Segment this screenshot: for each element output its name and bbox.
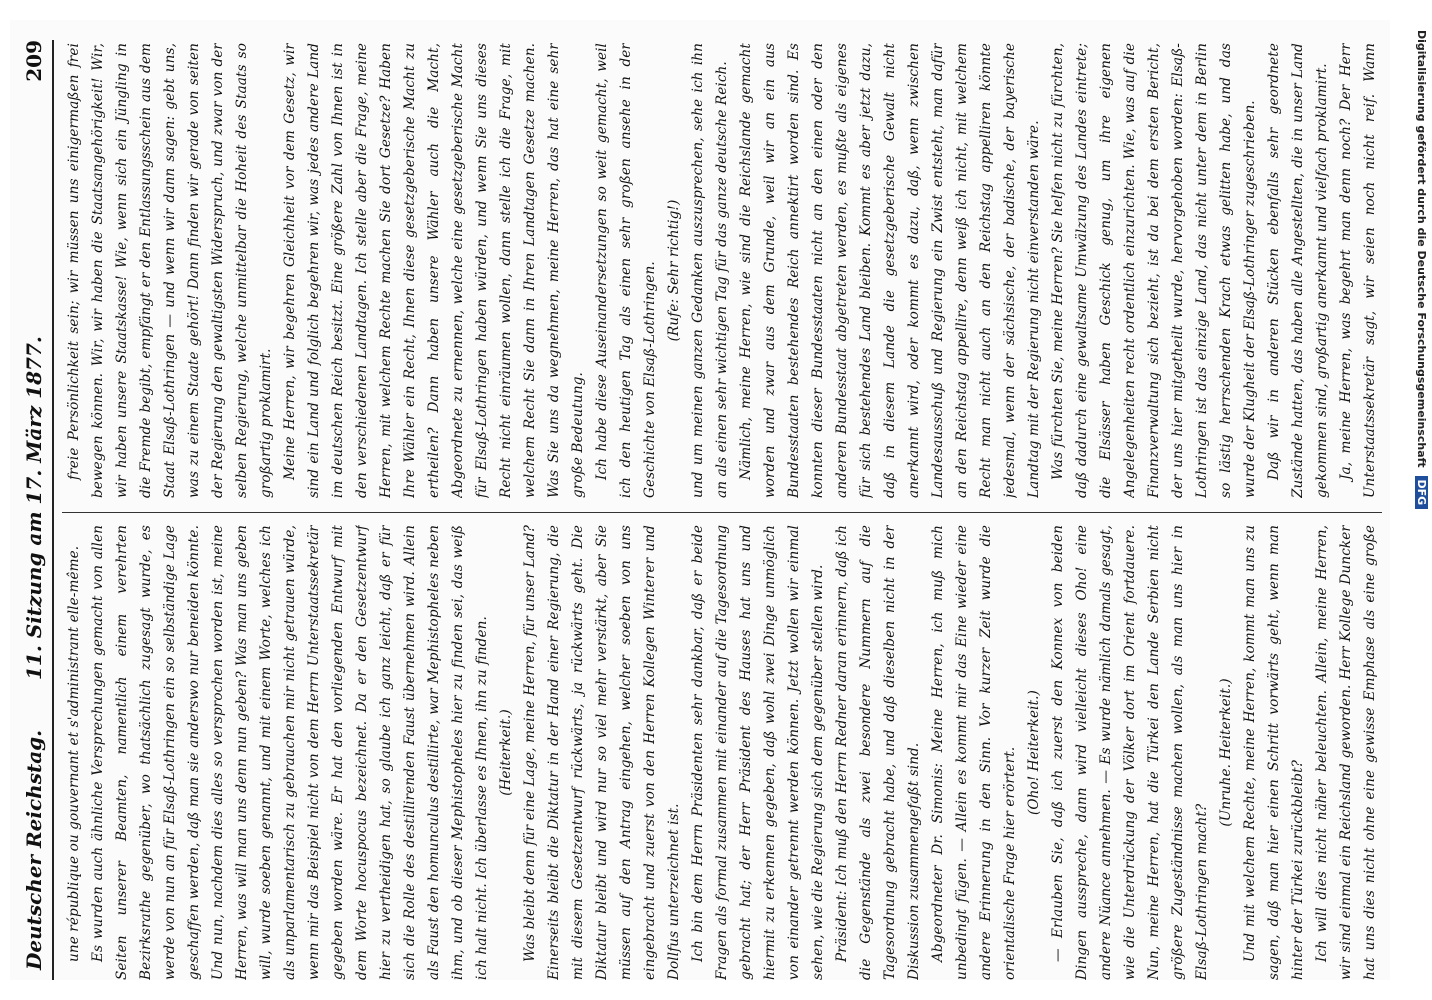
paragraph: (Rufe: Sehr richtig!) [666,199,682,342]
paragraph: Präsident: Ich muß den Herrn Redner daran erinnern, daß ich die Gegenstände als zwei besondere Nummern auf die Tagesordnung gebracht habe, und daß dieselben nicht in der Diskussion zusammengefaßt sind. [834,525,922,980]
digitization-credit: Digitalisierung gefördert durch die Deutsche Forschungsgemeinschaft [1415,30,1428,468]
page-number: 209 [22,40,46,82]
paragraph: (Oho! Heiterkeit.) [1026,690,1042,815]
left-column [62,525,1382,980]
page-header [18,40,54,980]
paragraph: Was bleibt denn für eine Lage, meine Herren, für unser Land? Einerseits bleibt die Diktatur in der Hand einer Regierung, die mit diesem Gesetzentwurf rückwärts, ja rückwärts geht. Die Diktatur bleibt und wird nur so viel mehr verstärkt, aber Sie müssen auf den Antrag eingehen, welcher soeben von uns eingebracht und zuerst von den Herren Kollegen Winterer und Dollfus unterzeichnet ist. [522,525,682,980]
paragraph: und um meinen ganzen Gedanken auszusprechen, sehe ich ihn an als einen sehr wichtigen Tag für das ganze deutsche Reich. [690,43,730,498]
paragraph: Ja, meine Herren, was begehrt man denn noch? Der Herr Unterstaatssekretär sagt, wir seien noch nicht reif. Wann [1338,43,1378,498]
paragraph: (Unruhe. Heiterkeit.) [1218,678,1234,827]
paragraph: Ich will dies nicht näher beleuchten. Allein, meine Herren, wir sind einmal ein Reichsland geworden. Herr Kollege Duncker hat uns dies nicht ohne eine gewisse Emphase als eine große [1314,525,1378,980]
paragraph: (Heiterkeit.) [498,709,514,796]
dfg-logo: DFG [1415,476,1428,510]
paragraph: une république ou gouvernant et s'administrant elle-même. [66,545,82,962]
paragraph: Ich habe diese Auseinandersetzungen so weit gemacht, weil ich den heutigen Tag als einen sehr großen ansehe in der Geschichte von Elsaß-Lothringen. [594,43,658,498]
header-title: Deutscher Reichstag. [22,729,46,970]
paragraph: Abgeordneter Dr. Simonis: Meine Herren, ich muß mich unbedingt fügen. — Allein es kommt mir das Eine wieder eine andere Erinnerung in den Sinn. Vor kurzer Zeit wurde die orientalische Frage hier erörtert. [930,525,1018,980]
side-note [1408,30,1428,790]
scanned-page [10,20,1390,980]
paragraph: Was fürchten Sie, meine Herren? Sie helfen nicht zu fürchten, daß dadurch eine gewaltsame Umwälzung des Landes eintrete; die Elsässer haben Geschick genug, um ihre eigenen Angelegenheiten recht ordentlich einzurichten. Wie, was auf die Finanzverwaltung sich bezieht, ist da bei dem ersten Bericht, der uns hier mitgetheilt wurde, hervorgehoben worden: Elsaß-Lothringen ist das einzige Land, das nicht unter dem in Berlin so lästig herrschenden Krach etwas gelitten habe, und das wurde der Klugheit der Elsaß-Lothringer zugeschrieben. [1050,43,1258,498]
paragraph: Nämlich, meine Herren, wie sind die Reichslande gemacht worden und zwar aus dem Grunde, weil wir an ein aus Bundesstaaten bestehendes Reich annektirt worden sind. Es konnten dieser Bundesstaaten nicht an den einen oder den anderen Bundesstaat abgetreten werden, es mußte als eigenes für sich bestehendes Land bleiben. Kommt es aber jetzt dazu, daß in diesem Lande die gesetzgeberische Gewalt nicht anerkannt wird, oder kommt es dazu, daß, wenn zwischen Landesausschuß und Regierung ein Zwist entsteht, man dafür an den Reichstag appellire, denn weiß ich nicht, mit welchem Recht man nicht auch an den Reichstag appelliren könnte jedesmal, wenn der sächsische, der badische, der bayerische Landtag mit der Regierung nicht einverstanden wäre. [738,43,1042,498]
paragraph: Daß wir in anderen Stücken ebenfalls sehr geordnete Zustände hatten, das haben alle Angestellten, die in unser Land gekommen sind, großartig anerkannt und vielfach proklamirt. [1266,43,1330,498]
paragraph: — Erlauben Sie, daß ich zuerst den Konnex von beiden Dingen ausspreche, dann wird vielleicht dieses Oho! eine andere Nüance annehmen. — Es wurde nämlich damals gesagt, wie die Unterdrückung der Völker dort im Orient fortdauere. Nun, meine Herren, hat die Türkei den Lande Serbien nicht größere Zugeständnisse machen wollen, als man uns hier in Elsaß-Lothringen macht? [1050,525,1210,980]
paragraph: Meine Herren, wir begehren Gleichheit vor dem Gesetz, wir sind ein Land und folglich begehren wir, was jedes andere Land im deutschen Reich besitzt. Eine größere Zahl von Ihnen ist in den verschiedenen Landtagen. Ich stelle aber die Frage, meine Herren, mit welchem Rechte machen Sie dort Gesetze? Haben Ihre Wähler ein Recht, Ihnen diese gesetzgeberische Macht zu ertheilen? Dann haben unsere Wähler auch die Macht, Abgeordnete zu ernennen, welche eine gesetzgeberische Macht für Elsaß-Lothringen haben würden, und wenn Sie uns dieses Recht nicht einräumen wollen, dann stelle ich die Frage, mit welchem Recht Sie dann in Ihren Landtagen Gesetze machen. Was Sie uns da wegnehmen, meine Herren, das hat eine sehr große Bedeutung. [282,43,586,498]
column-divider [62,512,1382,513]
paragraph: Es wurden auch ähnliche Versprechungen gemacht von allen Seiten unserer Beamten, namentlich einem verehrten Bezirksrathe gegenüber, wo thatsächlich zugesagt wurde, es werde von nun an für Elsaß-Lothringen ein so selbständige Lage geschaffen werden, daß man sie anderswo nur beneiden könnte. Und nun, nachdem dies alles so versprochen worden ist, meine Herren, was will man uns denn nun geben? Was man uns geben will, wurde soeben genannt, und mit einem Worte, welches ich als unparlamentarisch zu gebrauchen mir nicht getrauen würde, wenn mir das Beispiel nicht von dem Herrn Unterstaatssekretär gegeben worden wäre. Er hat den vorliegenden Entwurf mit dem Worte hocuspocus bezeichnet. Da er den Gesetzentwurf hier zu vertheidigen hat, so glaube ich ganz leicht, daß er für sich die Rolle des destillirenden Faust übernehmen wird. Allein als Faust den homunculus destillirte, war Mephistopheles neben ihm, und ob dieser Mephistopheles hier zu finden sei, das weiß ich halt nicht. Ich überlasse es Ihnen, ihn zu finden. [90,525,490,980]
paragraph: Und mit welchem Rechte, meine Herren, kommt man uns zu sagen, daß man hier einen Schritt vorwärts geht, wenn man hinter der Türkei zurückbleibt? [1242,525,1306,980]
right-column [62,43,1382,498]
header-session: 11. Sitzung am 17. März 1877. [22,336,46,680]
paragraph: Ich bin dem Herrn Präsidenten sehr dankbar, daß er beide Fragen als formal zusammen mit einander auf die Tagesordnung gebracht hat; der Herr Präsident des Hauses hat uns und hiermit zu erkennen gegeben, daß wohl zwei Dinge unmöglich von einander getrennt werden können. Jetzt wollen wir einmal sehen, wie die Regierung sich dem gegenüber stellen wird. [690,525,826,980]
paragraph: freie Persönlichkeit sein; wir müssen uns einigermaßen frei bewegen können. Wir, wir haben die Staatsangehörigkeit! Wir, wir haben unsere Staatskasse! Wie, wenn sich ein Jüngling in die Fremde begibt, empfängt er den Entlassungsschein aus dem Staat Elsaß-Lothringen — und wenn wir dann sagen: gebt uns, was zu einem Staate gehört! Dann finden wir gerade von seiten der Regierung den gewaltigsten Widerspruch, und zwar von der selben Regierung, welche unmittelbar die Hoheit des Staats so großartig proklamirt. [66,43,274,498]
